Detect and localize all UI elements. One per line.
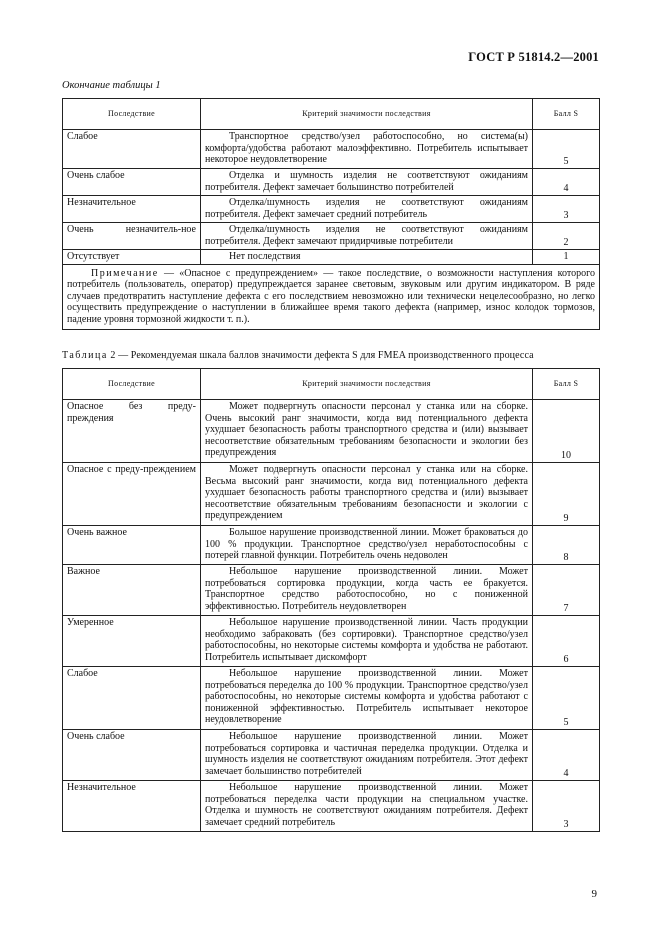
table2-caption-label: Таблица bbox=[62, 350, 108, 361]
table1-header-consequence: Последствие bbox=[63, 99, 201, 130]
table1-header-row bbox=[63, 99, 600, 130]
table2-cell-criterion: Может подвергнуть опасности персонал у станка или на сборке. Весьма высокий ранг значимости, когда вид потенциального дефекта ухудшает безопасность работы транспортного средства и (или) вызывает несоответствие обязательным требованиям безопасности и экологии с предупреждением bbox=[201, 463, 533, 526]
table1-row bbox=[63, 130, 600, 169]
table2-row bbox=[63, 730, 600, 781]
table2-cell-consequence: Очень важное bbox=[63, 526, 201, 565]
table2-cell-consequence: Незначительное bbox=[63, 781, 201, 832]
table2-cell-consequence: Очень слабое bbox=[63, 730, 201, 781]
table2 bbox=[62, 368, 600, 832]
table2-cell-score: 6 bbox=[533, 616, 600, 667]
table1-cell-consequence: Очень незначитель-ное bbox=[63, 223, 201, 250]
table2-cell-score: 7 bbox=[533, 565, 600, 616]
table2-caption bbox=[62, 350, 534, 361]
table2-header-criterion: Критерий значимости последствия bbox=[201, 369, 533, 400]
table1-cell-score: 5 bbox=[533, 130, 600, 169]
table2-cell-consequence: Слабое bbox=[63, 667, 201, 730]
table1-cell-score: 3 bbox=[533, 196, 600, 223]
page-header-standard-code: ГОСТ Р 51814.2—2001 bbox=[468, 50, 599, 64]
table1-cell-criterion: Нет последствия bbox=[201, 250, 533, 265]
table2-cell-consequence: Опасное с преду-преждением bbox=[63, 463, 201, 526]
table2-header-row bbox=[63, 369, 600, 400]
table2-caption-text: 2 — Рекомендуемая шкала баллов значимости дефекта S для FMEA производственного процесса bbox=[110, 350, 534, 361]
table1-row bbox=[63, 223, 600, 250]
table2-cell-criterion: Большое нарушение производственной линии. Может браковаться до 100 % продукции. Транспортное средство/узел неработоспособны с потерей главной функции. Потребитель очень недоволен bbox=[201, 526, 533, 565]
table1-note-label: Примечание bbox=[91, 267, 159, 279]
table2-row bbox=[63, 667, 600, 730]
table2-cell-score: 4 bbox=[533, 730, 600, 781]
table2-row bbox=[63, 526, 600, 565]
table2-cell-score: 9 bbox=[533, 463, 600, 526]
table2-cell-criterion: Небольшое нарушение производственной линии. Может потребоваться переделка части продукции на специальном участке. Отделка и шумность не соответствуют ожиданиям потребителя. Дефект замечает средний потребитель bbox=[201, 781, 533, 832]
table1-caption: Окончание таблицы 1 bbox=[62, 80, 161, 91]
table2-cell-criterion: Небольшое нарушение производственной линии. Может потребоваться переделка до 100 % продукции. Транспортное средство/узел работоспособны, но некоторые системы комфорта и удобства работают с пониженной эффективностью. Потребитель испытывает некоторое неудовлетворение bbox=[201, 667, 533, 730]
table1-cell-consequence: Отсутствует bbox=[63, 250, 201, 265]
table2-cell-criterion: Небольшое нарушение производственной линии. Может потребоваться сортировка и частичная переделка продукции. Отделка и шумность изделия не соответствуют ожиданиям потребителя. Этот дефект замечает большинство потребителей bbox=[201, 730, 533, 781]
table1-row bbox=[63, 250, 600, 265]
table2-row bbox=[63, 781, 600, 832]
table2-header-score: Балл S bbox=[533, 369, 600, 400]
table2-cell-criterion: Может подвергнуть опасности персонал у станка или на сборке. Очень высокий ранг значимости, когда вид потенциального дефекта ухудшает безопасность работы транспортного средства и (или) вызывает несоответствие обязательным требованиям безопасности и экологии без предупреждения bbox=[201, 400, 533, 463]
page-number: 9 bbox=[591, 888, 597, 900]
table1-note bbox=[63, 264, 600, 330]
table2-cell-score: 8 bbox=[533, 526, 600, 565]
table2-cell-consequence: Важное bbox=[63, 565, 201, 616]
table2-row bbox=[63, 616, 600, 667]
table2-row bbox=[63, 565, 600, 616]
table1-cell-criterion: Транспортное средство/узел работоспособно, но система(ы) комфорта/удобства работают малоэффективно. Потребитель испытывает некоторое неудовлетворение bbox=[201, 130, 533, 169]
table1-cell-score: 2 bbox=[533, 223, 600, 250]
table2-cell-criterion: Небольшое нарушение производственной линии. Часть продукции необходимо забраковать (без сортировки). Транспортное средство/узел работоспособны, но некоторые системы комфорта и удобства не работают. Потребитель испытывает дискомфорт bbox=[201, 616, 533, 667]
table1-header-criterion: Критерий значимости последствия bbox=[201, 99, 533, 130]
table2-header-consequence: Последствие bbox=[63, 369, 201, 400]
table1-cell-criterion: Отделка и шумность изделия не соответствуют ожиданиям потребителя. Дефект замечает большинство потребителей bbox=[201, 169, 533, 196]
table1 bbox=[62, 98, 600, 330]
table1-cell-consequence: Незначительное bbox=[63, 196, 201, 223]
table1-cell-score: 1 bbox=[533, 250, 600, 265]
table2-cell-consequence: Умеренное bbox=[63, 616, 201, 667]
table2-row bbox=[63, 463, 600, 526]
table1-cell-criterion: Отделка/шумность изделия не соответствуют ожиданиям потребителя. Дефект замечает средний потребитель bbox=[201, 196, 533, 223]
table2-cell-score: 10 bbox=[533, 400, 600, 463]
table1-note-text: — «Опасное с предупреждением» — такое последствие, о возможности наступления которого потребитель (пользователь, оператор) предупреждается заранее световым, звуковым или другим индикатором. В ряде случаев предотвратить наступление дефекта с его последствием невозможно или технически нецелесообразно, но легко осуществить предупреждение о наступлении в ближайшее время такого дефекта (например, износ колодок тормозов, падение уровня тормозной жидкости т. п.). bbox=[67, 267, 595, 325]
table1-cell-criterion: Отделка/шумность изделия не соответствуют ожиданиям потребителя. Дефект замечают придирчивые потребители bbox=[201, 223, 533, 250]
table1-row bbox=[63, 169, 600, 196]
table2-row bbox=[63, 400, 600, 463]
table2-cell-criterion: Небольшое нарушение производственной линии. Может потребоваться сортировка продукции, когда часть ее бракуется. Транспортное средство работоспособно, но с пониженной эффективностью. Потребитель неудовлетворен bbox=[201, 565, 533, 616]
table2-cell-score: 5 bbox=[533, 667, 600, 730]
table1-cell-consequence: Очень слабое bbox=[63, 169, 201, 196]
table1-note-row bbox=[63, 264, 600, 330]
table1-body bbox=[63, 130, 600, 265]
table2-body bbox=[63, 400, 600, 832]
table2-cell-score: 3 bbox=[533, 781, 600, 832]
table1-header-score: Балл S bbox=[533, 99, 600, 130]
table1-row bbox=[63, 196, 600, 223]
table1-cell-score: 4 bbox=[533, 169, 600, 196]
table2-cell-consequence: Опасное без преду-преждения bbox=[63, 400, 201, 463]
table1-cell-consequence: Слабое bbox=[63, 130, 201, 169]
